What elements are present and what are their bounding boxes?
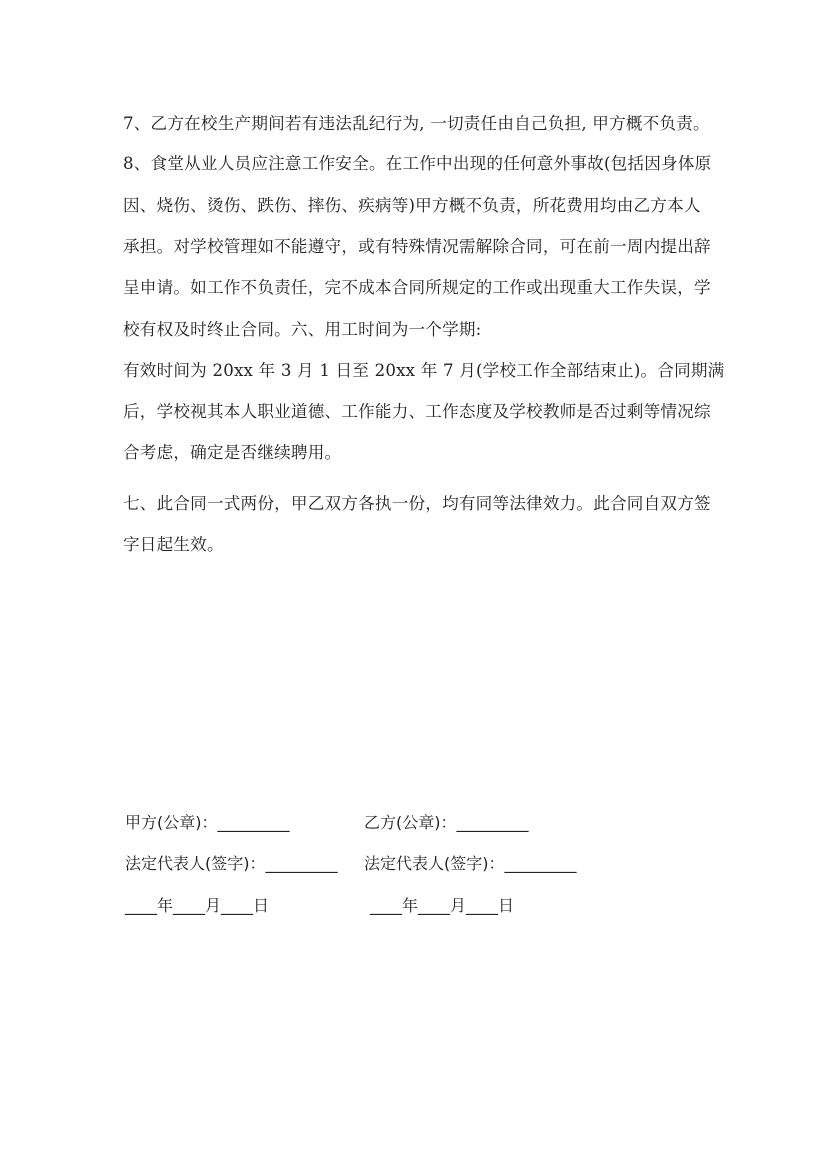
clause-7b-line: 七、此合同一式两份，甲乙双方各执一份，均有同等法律效力。此合同自双方签 bbox=[123, 494, 711, 513]
term-line: 有效时间为 20xx 年 3 月 1 日至 20xx 年 7 月(学校工作全部结束止)。合同期满 bbox=[123, 361, 725, 380]
term-line: 合考虑，确定是否继续聘用。 bbox=[123, 443, 342, 462]
clause-7: 7、乙方在校生产期间若有违法乱纪行为, 一切责任由自己负担, 甲方概不负责。 bbox=[123, 114, 710, 133]
party-b-date: ____年____月____日 bbox=[370, 896, 515, 915]
party-a-seal: 甲方(公章)：_________ bbox=[125, 813, 290, 832]
clause-8-line: 因、烧伤、烫伤、跌伤、摔伤、疾病等)甲方概不负责，所花费用均由乙方本人 bbox=[123, 196, 701, 215]
clause-8-line: 8、食堂从业人员应注意工作安全。在工作中出现的任何意外事故(包括因身体原 bbox=[123, 154, 712, 173]
clause-8-line: 承担。对学校管理如不能遵守，或有特殊情况需解除合同，可在前一周内提出辞 bbox=[123, 237, 711, 256]
party-a-date: ____年____月____日 bbox=[125, 896, 270, 915]
term-line: 后，学校视其本人职业道德、工作能力、工作态度及学校教师是否过剩等情况综 bbox=[123, 402, 711, 421]
clause-7b-line: 字日起生效。 bbox=[123, 535, 224, 554]
clause-8-line: 呈申请。如工作不负责任，完不成本合同所规定的工作或出现重大工作失误，学 bbox=[123, 278, 711, 297]
party-b-seal: 乙方(公章)：_________ bbox=[364, 813, 529, 832]
clause-6-line: 校有权及时终止合同。六、用工时间为一个学期: bbox=[123, 320, 482, 339]
party-b-representative: 法定代表人(签字)：_________ bbox=[364, 854, 577, 873]
party-a-representative: 法定代表人(签字)：_________ bbox=[125, 854, 338, 873]
